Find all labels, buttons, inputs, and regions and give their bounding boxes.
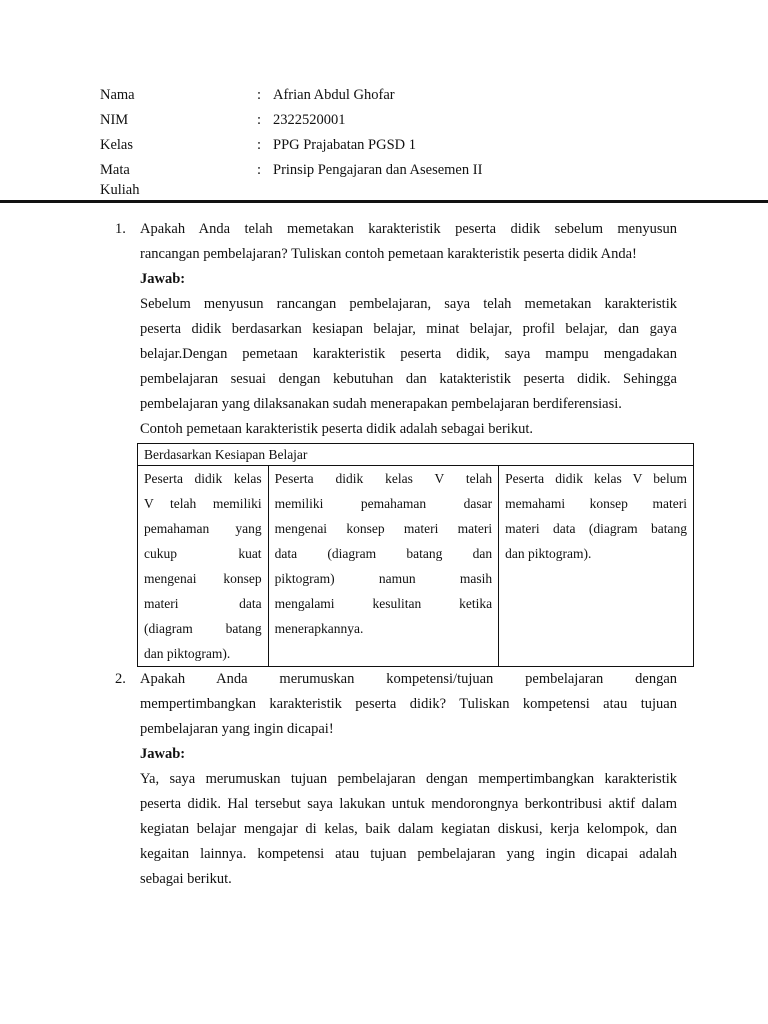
answer-line: belajar.Dengan pemetaan karakteristik peserta didik, saya mampu mengadakan <box>140 346 677 362</box>
info-label: Mata Kuliah <box>100 162 140 198</box>
cell-line: menerapkannya. <box>274 621 364 636</box>
table-cell-1 <box>138 466 269 667</box>
info-value: PPG Prajabatan PGSD 1 <box>273 137 416 153</box>
answer-line: pembelajaran sesuai dengan kebutuhan dan katakteristik peserta didik. Sehingga <box>140 371 677 387</box>
cell-line: Peserta didik kelas V belum <box>505 471 687 486</box>
info-label: Kelas <box>100 137 134 153</box>
question-line: rancangan pembelajaran? Tuliskan contoh pemetaan karakteristik peserta didik Anda! <box>140 246 637 262</box>
answer-line: Ya, saya merumuskan tujuan pembelajaran dengan mempertimbangkan karakteristik <box>140 771 677 787</box>
header-divider <box>0 200 768 203</box>
info-colon: : <box>257 162 262 178</box>
cell-line: Peserta didik kelas <box>144 471 262 486</box>
info-value: 2322520001 <box>273 112 346 128</box>
answer-label: Jawab: <box>140 746 186 762</box>
info-colon: : <box>257 137 262 153</box>
cell-line: data (diagram batang dan <box>274 546 493 561</box>
answer-line: kegaitan lainnya. kompetensi atau tujuan pembelajaran yang ingin dicapai adalah <box>140 846 677 862</box>
question-number: 2. <box>115 671 126 687</box>
table-header: Berdasarkan Kesiapan Belajar <box>138 444 694 466</box>
cell-line: V telah memiliki <box>144 496 262 511</box>
cell-line: dan piktogram). <box>144 646 231 661</box>
cell-line: materi data (diagram batang <box>505 521 687 536</box>
question-line: mempertimbangkan karakteristik peserta didik? Tuliskan kompetensi atau tujuan <box>140 696 677 712</box>
question-line: pembelajaran yang ingin dicapai! <box>140 721 334 737</box>
cell-line: mengalami kesulitan ketika <box>274 596 493 611</box>
answer-label: Jawab: <box>140 271 186 287</box>
cell-line: memiliki pemahaman dasar <box>274 496 493 511</box>
question-line: Apakah Anda merumuskan kompetensi/tujuan pembelajaran dengan <box>140 671 677 687</box>
answer-line: Contoh pemetaan karakteristik peserta didik adalah sebagai berikut. <box>140 421 533 437</box>
answer-line: peserta didik berdasarkan kesiapan belajar, minat belajar, profil belajar, dan gaya <box>140 321 677 337</box>
info-value: Afrian Abdul Ghofar <box>273 87 395 103</box>
document-body <box>112 217 687 892</box>
answer-line: kegiatan belajar mengajar di kelas, baik dalam kegiatan diskusi, kerja kelompok, dan <box>140 821 677 837</box>
cell-line: (diagram batang <box>144 621 262 636</box>
readiness-table <box>137 443 694 667</box>
question-2 <box>112 667 677 892</box>
answer-line: Sebelum menyusun rancangan pembelajaran, saya telah memetakan karakteristik <box>140 296 677 312</box>
info-value: Prinsip Pengajaran dan Asesemen II <box>273 162 483 178</box>
cell-line: mengenai konsep <box>144 571 262 586</box>
info-colon: : <box>257 112 262 128</box>
table-cell-3 <box>499 466 694 667</box>
table-cell-2 <box>268 466 499 667</box>
info-label: NIM <box>100 112 129 128</box>
cell-line: pemahaman yang <box>144 521 262 536</box>
cell-line: dan piktogram). <box>505 546 592 561</box>
answer-line: peserta didik. Hal tersebut saya lakukan untuk mendorongnya berkontribusi aktif dalam <box>140 796 677 812</box>
cell-line: mengenai konsep materi materi <box>274 521 493 536</box>
answer-line: pembelajaran yang dilaksanakan sudah menerapakan pembelajaran berdiferensiasi. <box>140 396 622 412</box>
question-line: Apakah Anda telah memetakan karakteristik peserta didik sebelum menyusun <box>140 221 677 237</box>
cell-line: piktogram) namun masih <box>274 571 493 586</box>
info-colon: : <box>257 87 262 103</box>
question-1 <box>112 217 677 442</box>
cell-line: cukup kuat <box>144 546 262 561</box>
cell-line: materi data <box>144 596 262 611</box>
info-label: Nama <box>100 87 135 103</box>
cell-line: memahami konsep materi <box>505 496 687 511</box>
answer-line: sebagai berikut. <box>140 871 232 887</box>
cell-line: Peserta didik kelas V telah <box>274 471 493 486</box>
question-number: 1. <box>115 221 126 237</box>
